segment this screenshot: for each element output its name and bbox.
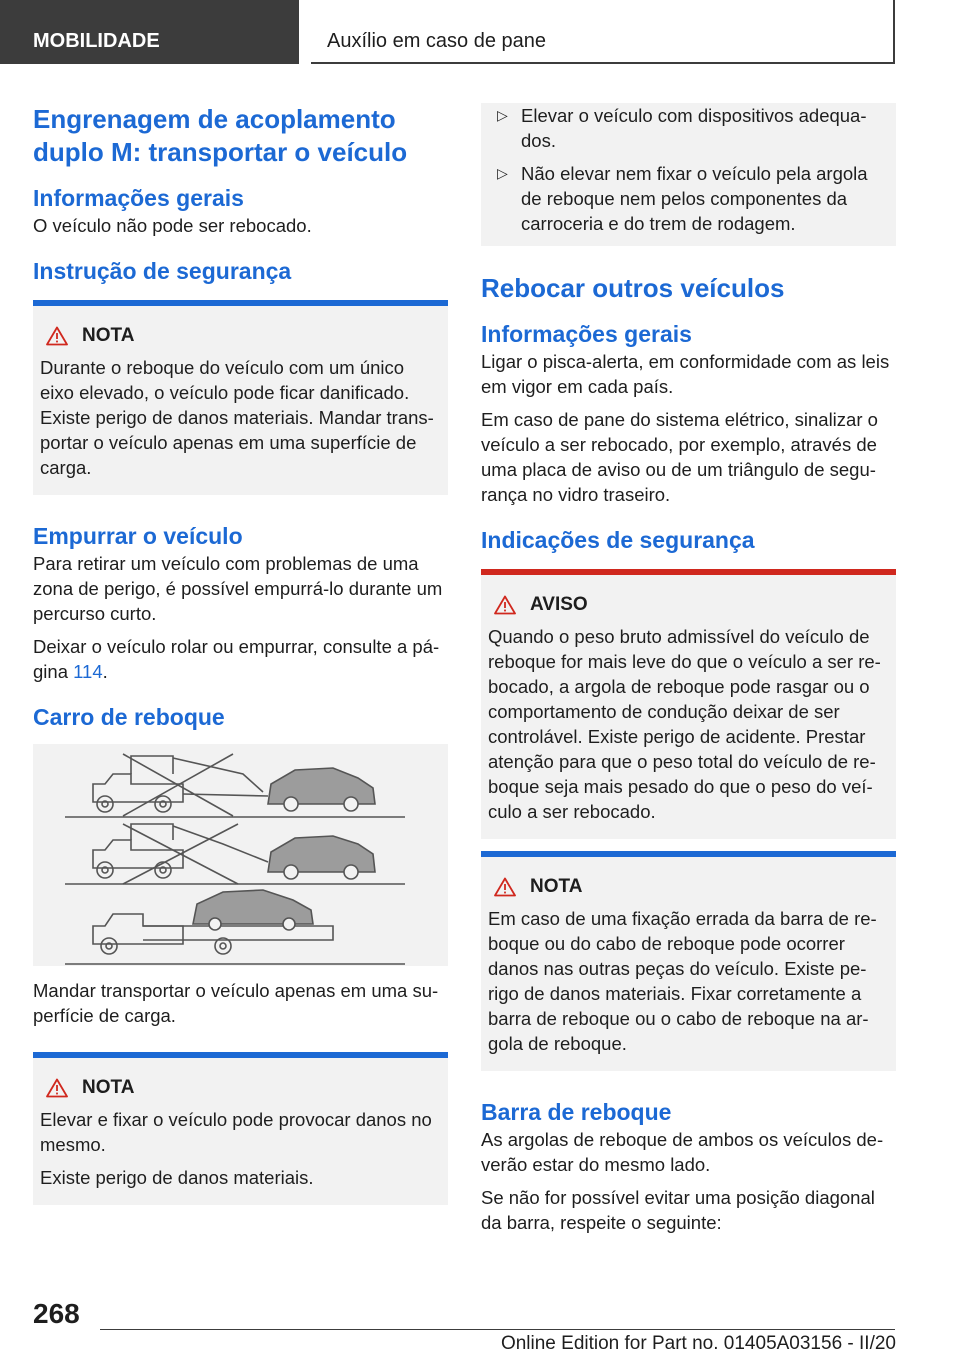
list-item-text: Elevar o veículo com dispositivos adequados.	[521, 105, 867, 151]
triangle-bullet-icon: ▷	[497, 165, 508, 181]
tow-other-heading: Rebocar outros veículos	[481, 273, 785, 303]
push-text: Para retirar um veículo com problemas de uma zona de perigo, é possível empurrá-lo durante um percurso curto.	[33, 553, 443, 624]
warning-triangle-icon	[46, 326, 68, 346]
list-item	[489, 103, 888, 153]
list-item	[489, 161, 888, 236]
note-box-lift	[33, 1052, 448, 1205]
warning-label: AVISO	[530, 594, 588, 615]
page-title: Engrenagem de acoplamento duplo M: transportar o veículo	[33, 104, 408, 167]
push-reference	[33, 634, 448, 684]
safety-heading: Indicações de segurança	[481, 527, 755, 553]
bullet-list-box	[481, 103, 896, 246]
note-title	[40, 1075, 440, 1101]
right-column	[481, 103, 896, 1235]
warning-triangle-icon	[46, 1078, 68, 1098]
footer-divider	[100, 1329, 895, 1330]
page-number: 268	[33, 1298, 80, 1329]
list-item-text: Não elevar nem fixar o veículo pela argola de reboque nem pelos componentes da carroceria e do trem de rodagem.	[521, 163, 868, 234]
tow-truck-drawing	[33, 744, 448, 966]
note-label: NOTA	[530, 876, 583, 897]
page-link[interactable]: 114	[73, 661, 103, 682]
warning-triangle-icon	[494, 877, 516, 897]
triangle-bullet-icon: ▷	[497, 107, 508, 123]
warning-text: Quando o peso bruto admissível do veículo de reboque for mais leve do que o veículo a ser rebocado, a argola de reboque pode rasgar ou o comportamento de condução deixar de ser controlável. Existe perigo de acidente. Prestar atenção para que o peso total do veículo de reboque seja mais pesado do que o peso do veículo a ser rebocado.	[488, 626, 881, 822]
note-label: NOTA	[82, 325, 135, 346]
section-label: MOBILIDADE	[33, 30, 160, 52]
note-text: Durante o reboque do veículo com um único eixo elevado, o veículo pode ficar danificado. Existe perigo de danos materiais. Mandar transportar o veículo apenas em uma superfície de carga.	[40, 357, 434, 478]
note-title	[488, 874, 888, 900]
tow-bar-text: As argolas de reboque de ambos os veículos deverão estar do mesmo lado.	[481, 1129, 884, 1175]
general-info-text: O veículo não pode ser rebocado.	[33, 215, 312, 236]
chapter-label: Auxílio em caso de pane	[327, 30, 547, 52]
note-text: Elevar e fixar o veículo pode provocar danos no mesmo.	[40, 1109, 432, 1155]
note-label: NOTA	[82, 1077, 135, 1098]
warning-title	[488, 592, 888, 618]
section-tab	[0, 0, 299, 64]
note-text: Em caso de uma fixação errada da barra de reboque ou do cabo de reboque pode ocorrer danos nas outras peças do veículo. Existe perigo de danos materiais. Fixar corretamente a barra de reboque ou o cabo de reboque na argola de reboque.	[488, 908, 877, 1054]
push-reference-end: .	[102, 661, 108, 682]
edition-note: Online Edition for Part no. 01405A03156 - II/20	[500, 1333, 896, 1354]
push-heading: Empurrar o veículo	[33, 523, 243, 549]
general-info-heading: Informações gerais	[481, 321, 692, 347]
note-box-towbar	[481, 851, 896, 1071]
push-reference-text: Deixar o veículo rolar ou empurrar, consulte a página	[33, 636, 440, 682]
warning-box	[481, 569, 896, 839]
left-column	[33, 103, 448, 1205]
note-box-transport	[33, 300, 448, 495]
general-info-text: Ligar o pisca-alerta, em conformidade com as leis em vigor em cada país.	[481, 351, 890, 397]
general-info-heading: Informações gerais	[33, 185, 244, 211]
tow-bar-heading: Barra de reboque	[481, 1099, 672, 1125]
tow-bar-text-2: Se não for possível evitar uma posição diagonal da barra, respeite o seguinte:	[481, 1187, 875, 1233]
figure-caption: Mandar transportar o veículo apenas em uma superfície de carga.	[33, 980, 439, 1026]
safety-heading: Instrução de segurança	[33, 258, 292, 284]
tow-truck-illustration	[33, 744, 448, 966]
note-title	[40, 323, 440, 349]
tow-truck-heading: Carro de reboque	[33, 704, 225, 730]
warning-triangle-icon	[494, 595, 516, 615]
note-text: Existe perigo de danos materiais.	[40, 1167, 314, 1188]
chapter-tab	[311, 0, 895, 64]
general-info-text-2: Em caso de pane do sistema elétrico, sinalizar o veículo a ser rebocado, por exemplo, através de uma placa de aviso ou de um triângulo de segurança no vidro traseiro.	[481, 409, 878, 505]
